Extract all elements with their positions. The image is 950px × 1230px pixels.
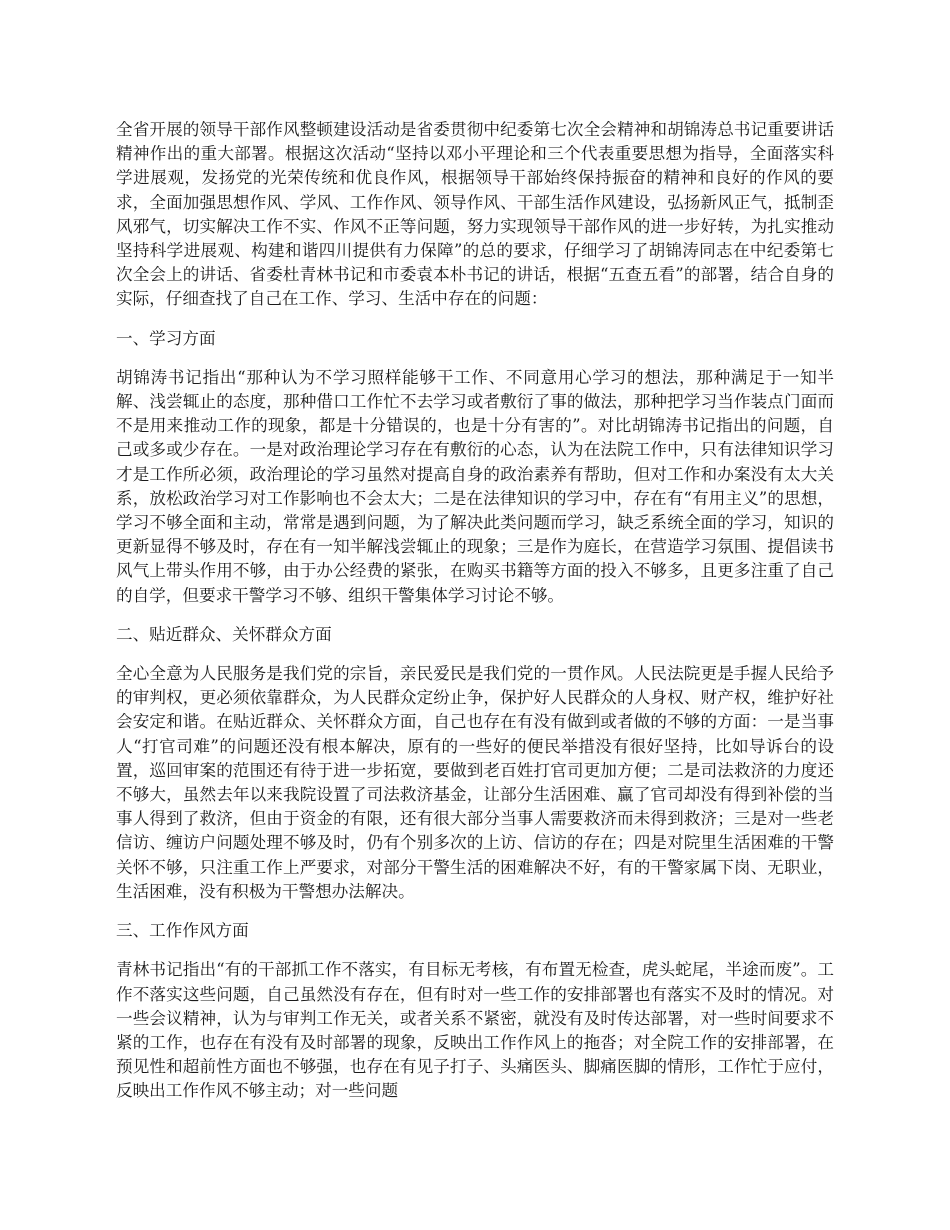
section-body-work-style: 青林书记指出“有的干部抓工作不落实，有目标无考核，有布置无检查，虎头蛇尾，半途而废”。工作不落实这些问题，自己虽然没有存在，但有时对一些工作的安排部署也有落实不及时的情况。对一些会议精神，认为与审判工作无关，或者关系不紧密，就没有及时传达部署，对一些时间要求不紧的工作，也存在有没有及时部署的现象，反映出工作作风上的拖沓；对全院工作的安排部署，在预见性和超前性方面也不够强，也存在有见子打子、头痛医头、脚痛医脚的情形，工作忙于应付，反映出工作作风不够主动；对一些问题 [116,960,834,1101]
section-heading-study: 一、学习方面 [116,328,216,348]
section-body-masses: 全心全意为人民服务是我们党的宗旨，亲民爱民是我们党的一贯作风。人民法院更是手握人民给予的审判权，更必须依靠群众，为人民群众定纷止争，保护好人民群众的人身权、财产权，维护好社会安定和谐。在贴近群众、关怀群众方面，自己也存在有没有做到或者做的不够的方面：一是当事人“打官司难”的问题还没有根本解决，原有的一些好的便民举措没有很好坚持，比如导诉台的设置，巡回审案的范围还有待于进一步拓宽，要做到老百姓打官司更加方便；二是司法救济的力度还不够大，虽然去年以来我院设置了司法救济基金，让部分生活困难、赢了官司却没有得到补偿的当事人得到了救济，但由于资金的有限，还有很大部分当事人需要救济而未得到救济；三是对一些老信访、缠访户问题处理不够及时，仍有个别多次的上访、信访的存在；四是对院里生活困难的干警关怀不够，只注重工作上严要求，对部分干警生活的困难解决不好，有的干警家属下岗、无职业，生活困难，没有积极为干警想办法解决。 [116,664,834,901]
section-body-study: 胡锦涛书记指出“那种认为不学习照样能够干工作、不同意用心学习的想法，那种满足于一知半解、浅尝辄止的态度，那种借口工作忙不去学习或者敷衍了事的做法，那种把学习当作装点门面而不是用来推动工作的现象，都是十分错误的，也是十分有害的”。对比胡锦涛书记指出的问题，自己或多或少存在。一是对政治理论学习存在有敷衍的心态，认为在法院工作中，只有法律知识学习才是工作所必须，政治理论的学习虽然对提高自身的政治素养有帮助，但对工作和办案没有太大关系，放松政治学习对工作影响也不会太大；二是在法律知识的学习中，存在有“有用主义”的思想，学习不够全面和主动，常常是遇到问题，为了解决此类问题而学习，缺乏系统全面的学习，知识的更新显得不够及时，存在有一知半解浅尝辄止的现象；三是作为庭长，在营造学习氛围、提倡读书风气上带头作用不够，由于办公经费的紧张，在购买书籍等方面的投入不够多，且更多注重了自己的自学，但要求干警学习不够、组织干警集体学习讨论不够。 [116,367,834,605]
document-page [116,118,834,1104]
intro-paragraph: 全省开展的领导干部作风整顿建设活动是省委贯彻中纪委第七次全会精神和胡锦涛总书记重要讲话精神作出的重大部署。根据这次活动“坚持以邓小平理论和三个代表重要思想为指导，全面落实科学进展观，发扬党的光荣传统和优良作风，根据领导干部始终保持振奋的精神和良好的作风的要求，全面加强思想作风、学风、工作作风、领导作风、干部生活作风建设，弘扬新风正气，抵制歪风邪气，切实解决工作不实、作风不正等问题，努力实现领导干部作风的进一步好转，为扎实推动坚持科学进展观、构建和谐四川提供有力保障”的总的要求，仔细学习了胡锦涛同志在中纪委第七次全会上的讲话、省委杜青林书记和市委袁本朴书记的讲话，根据“五查五看”的部署，结合自身的实际，仔细查找了自己在工作、学习、生活中存在的问题： [116,120,834,309]
section-heading-masses: 二、贴近群众、关怀群众方面 [116,624,332,644]
section-heading-work-style: 三、工作作风方面 [116,921,249,941]
